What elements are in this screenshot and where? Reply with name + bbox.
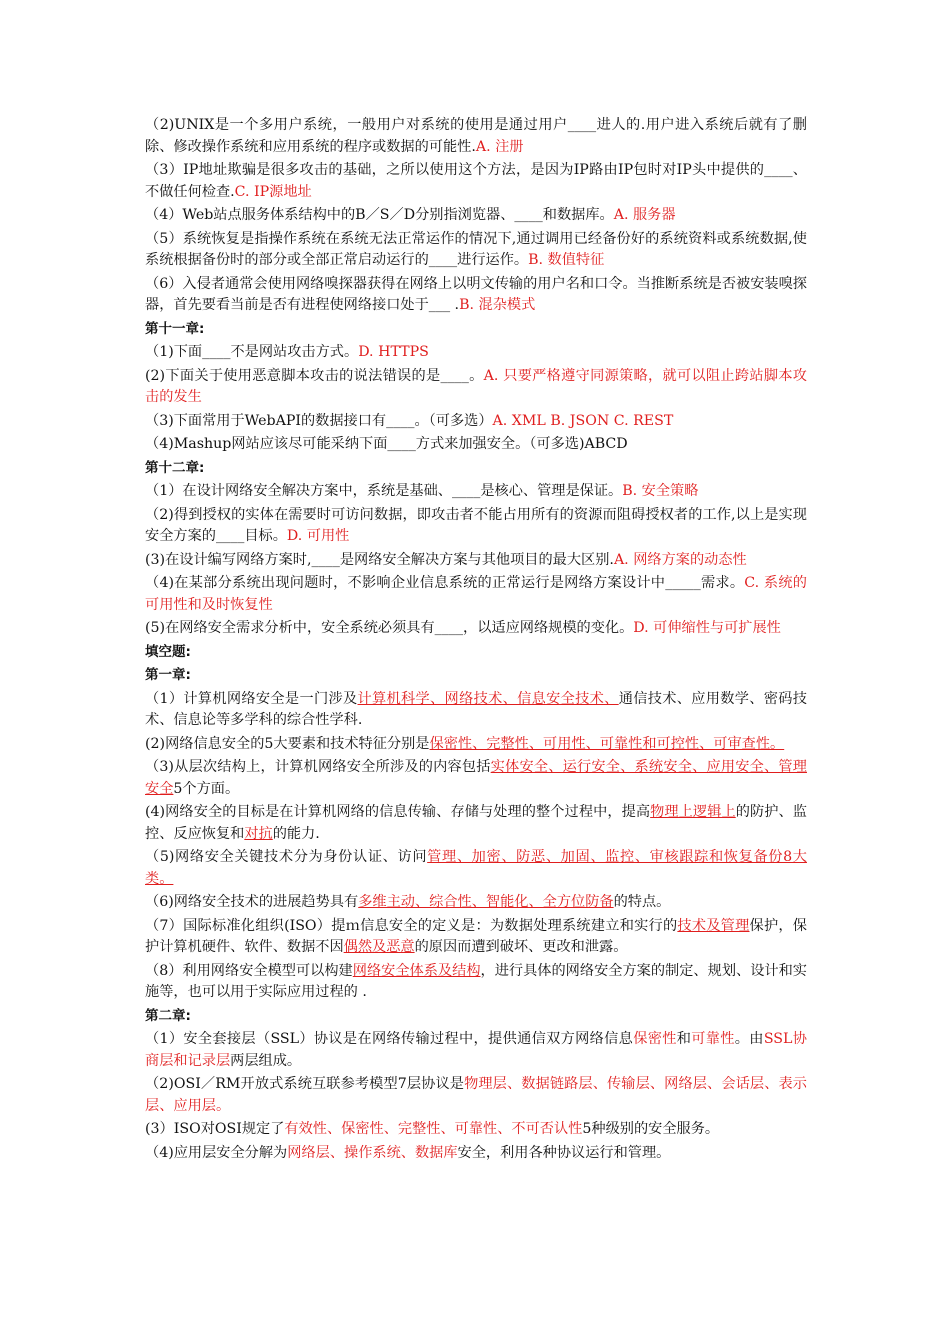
answer-text: A. 网络方案的动态性	[613, 551, 747, 568]
question-text: 通信技术、应用数学、密码技术、信息论等多学科的综合性学科.	[145, 690, 807, 728]
answer-text: A. 服务器	[613, 207, 676, 223]
answer-text: 物理层、数据链路层、传输层、网络层、会话层、表示层、应用层。	[145, 1076, 807, 1114]
section-heading	[145, 665, 807, 687]
question-text: （2)OSI／RM开放式系统互联参考模型7层协议是	[145, 1076, 465, 1092]
answer-text: C. 系统的可用性和及时恢复性	[145, 575, 807, 613]
question-text: （5)网络安全关键技术分为身份认证、访问	[145, 849, 428, 865]
question-paragraph	[145, 734, 807, 756]
question-paragraph	[145, 1143, 807, 1165]
section-heading	[145, 319, 807, 341]
section-heading	[145, 1006, 807, 1028]
question-text: （3)从层次结构上，计算机网络安全所涉及的内容包括	[145, 759, 491, 775]
answer-text: A. 只要严格遵守同源策略，就可以阻止跨站脚本攻击的发生	[145, 367, 807, 405]
question-paragraph	[145, 550, 807, 572]
question-text: (2)网络信息安全的5大要素和技术特征分别是	[145, 735, 430, 752]
question-text: （6）入侵者通常会使用网络嗅探器获得在网络上以明文传输的用户名和口令。当推断系统是否被安装嗅探器，首先要看当前是否有进程使网络接口处于___ .	[145, 275, 807, 313]
section-heading	[145, 642, 807, 664]
question-text: （1）计算机网络安全是一门涉及	[145, 690, 358, 707]
question-text: 第十二章:	[145, 459, 205, 476]
question-paragraph	[145, 160, 807, 203]
answer-text: 偶然及恶意	[343, 939, 415, 955]
question-text: （1)下面____不是网站攻击方式。	[145, 344, 359, 360]
question-text: （1）安全套接层（SSL）协议是在网络传输过程中，提供通信双方网络信息	[145, 1031, 634, 1047]
question-paragraph	[145, 573, 807, 616]
answer-text: A. 注册	[475, 138, 524, 155]
question-text: (5)在网络安全需求分析中，安全系统必须具有____，以适应网络规模的变化。	[145, 620, 634, 636]
answer-text: 保密性、完整性、可用性、可靠性和可控性、可审查性。	[429, 735, 785, 752]
answer-text: 可靠性	[691, 1031, 735, 1047]
question-paragraph	[145, 1029, 807, 1072]
answer-text: 网络层、操作系统、数据库	[287, 1144, 458, 1161]
answer-text: 有效性、保密性、完整性、可靠性、不可否认性	[284, 1121, 583, 1137]
question-text: (3）ISO对OSI规定了	[145, 1121, 285, 1137]
question-text: （6)网络安全技术的进展趋势具有	[145, 894, 359, 910]
question-paragraph	[145, 229, 807, 272]
question-text: （2)UNIX是一个多用户系统，一般用户对系统的使用是通过用户____进人的.用户进入系统后就有了删除、修改操作系统和应用系统的程序或数据的可能性.	[145, 117, 807, 155]
question-paragraph	[145, 1074, 807, 1117]
question-paragraph	[145, 618, 807, 640]
question-paragraph	[145, 115, 807, 158]
question-text: 和	[676, 1031, 692, 1047]
question-paragraph	[145, 342, 807, 364]
question-text: 第一章:	[145, 667, 191, 683]
question-text: 的能力.	[272, 825, 320, 842]
question-paragraph	[145, 961, 807, 1004]
answer-text: 对抗	[244, 825, 273, 842]
question-text: (4)网络安全的目标是在计算机网络的信息传输、存储与处理的整个过程中，提高	[145, 804, 651, 820]
answer-text: 计算机科学、网络技术、信息安全技术、	[357, 690, 619, 707]
question-text: （5）系统恢复是指操作系统在系统无法正常运作的情况下,通过调用已经备份好的系统资料或系统数据,使系统根据备份时的部分或全部正常启动运行的____进行运作。	[145, 230, 807, 268]
question-text: （8）利用网络安全模型可以构建	[145, 962, 353, 979]
answer-text: 实体安全、运行安全、系统安全、应用安全、管理安全	[145, 759, 807, 797]
question-text: （7）国际标准化组织(ISO）提ｍ信息安全的定义是：为数据处理系统建立和实行的	[145, 917, 678, 934]
question-text: 第十一章:	[145, 320, 205, 337]
question-text: （3）IP地址欺骗是很多攻击的基础，之所以使用这个方法，是因为IP路由IP包时对IP头中提供的____、不做任何检查.	[145, 162, 807, 200]
question-text: （2)得到授权的实体在需要时可访问数据，即攻击者不能占用所有的资源而阻碍授权者的工作,以上是实现安全方案的____目标。	[145, 506, 807, 544]
question-text: (2)下面关于使用恶意脚本攻击的说法错误的是____。	[145, 367, 484, 384]
question-text: （4)在某部分系统出现问题时，不影响企业信息系统的正常运行是网络方案设计中_____需求。	[145, 575, 745, 591]
answer-text: D. 可用性	[286, 528, 350, 544]
question-paragraph	[145, 892, 807, 914]
question-text: （4）Web站点服务体系结构中的B／S／D分别指浏览器、____和数据库。	[145, 207, 614, 223]
question-paragraph	[145, 689, 807, 732]
section-heading	[145, 458, 807, 480]
question-text: 。由	[734, 1031, 764, 1047]
question-paragraph	[145, 411, 807, 433]
answer-text: B. 混杂模式	[459, 297, 536, 313]
question-text: 5个方面。	[173, 780, 240, 797]
answer-text: 技术及管理	[677, 917, 750, 934]
question-paragraph	[145, 366, 807, 409]
question-text: 保护，保护计算机硬件、软件、数据不因	[145, 917, 807, 955]
question-paragraph	[145, 847, 807, 890]
question-text: 填空题:	[145, 643, 191, 660]
question-text: 安全，利用各种协议运行和管理。	[457, 1144, 671, 1161]
answer-text: 管理、加密、防恶、加固、监控、审核跟踪和恢复备份8大类。	[145, 849, 807, 887]
question-paragraph	[145, 757, 807, 800]
answer-text: D. 可伸缩性与可扩展性	[633, 620, 781, 636]
answer-text: C. IP源地址	[234, 183, 312, 200]
answer-text: B. 数值特征	[528, 252, 605, 268]
question-text: （4)应用层安全分解为	[145, 1144, 288, 1161]
answer-text: D. HTTPS	[358, 344, 429, 360]
answer-text: 网络安全体系及结构	[352, 962, 481, 979]
question-text: 的原因而遭到破坏、更改和泄露。	[414, 939, 628, 955]
question-paragraph	[145, 916, 807, 959]
document-body	[145, 115, 807, 1166]
answer-text: B. 安全策略	[622, 483, 699, 499]
answer-text: 物理上逻辑上	[650, 804, 736, 820]
answer-text: SSL协商层和记录层	[145, 1031, 807, 1069]
question-text: （1）在设计网络安全解决方案中，系统是基础、____是核心、管理是保证。	[145, 483, 623, 499]
question-text: 第二章:	[145, 1007, 191, 1024]
answer-text: 多维主动、综合性、智能化、全方位防备	[358, 894, 614, 910]
question-paragraph	[145, 274, 807, 317]
question-text: 两层组成。	[230, 1052, 302, 1069]
question-paragraph	[145, 802, 807, 845]
question-text: 的特点。	[613, 894, 671, 910]
question-text: （4)Mashup网站应该尽可能采纳下面____方式来加强安全。（可多选)ABCD	[145, 436, 628, 452]
question-text: ，进行具体的网络安全方案的制定、规划、设计和实施等，也可以用于实际应用过程的 .	[145, 962, 807, 1000]
question-paragraph	[145, 481, 807, 503]
question-paragraph	[145, 1119, 807, 1141]
question-text: (3)在设计编写网络方案时,____是网络安全解决方案与其他项目的最大区别.	[145, 551, 614, 568]
answer-text: A. XML B. JSON C. REST	[492, 412, 674, 429]
question-text: （3)下面常用于WebAPI的数据接口有____。（可多选）	[145, 412, 493, 429]
question-paragraph	[145, 505, 807, 548]
answer-text: 保密性	[633, 1031, 677, 1047]
question-text: 的防护、监控、反应恢复和	[145, 804, 807, 842]
question-paragraph	[145, 434, 807, 456]
question-text: 5种级别的安全服务。	[582, 1121, 720, 1137]
question-paragraph	[145, 205, 807, 227]
